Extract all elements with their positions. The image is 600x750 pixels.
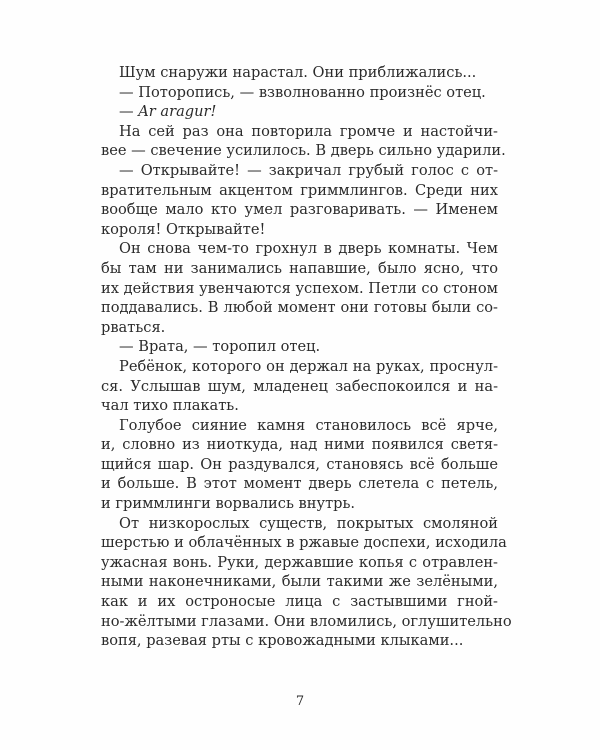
text-line: — Открывайте! — закричал грубый голос с от- bbox=[119, 161, 498, 179]
body-text bbox=[101, 63, 512, 651]
text-line: Голубое сияние камня становилось всё ярче, bbox=[119, 416, 498, 434]
text-line: вее — свечение усилилось. В дверь сильно ударили. bbox=[101, 142, 506, 160]
text-line: — Поторопись, — взволнованно произнёс отец. bbox=[119, 83, 486, 101]
text-line: ужасная вонь. Руки, державшие копья с отравлен- bbox=[101, 553, 498, 571]
text-line: Ребёнок, которого он держал на руках, проснул- bbox=[119, 357, 498, 375]
text-line: и гриммлинги ворвались внутрь. bbox=[101, 495, 356, 513]
text-line: — Врата, — торопил отец. bbox=[119, 338, 321, 356]
text-line: как и их остроносые лица с застывшими гной- bbox=[101, 593, 498, 611]
text-line: ся. Услышав шум, младенец забеспокоился и на- bbox=[101, 377, 498, 395]
text-line: От низкорослых существ, покрытых смоляной bbox=[119, 514, 498, 532]
text-line: шерстью и облачённых в ржавые доспехи, исходила bbox=[101, 534, 507, 552]
text-line: и больше. В этот момент дверь слетела с петель, bbox=[101, 475, 498, 493]
text-line: короля! Открывайте! bbox=[101, 220, 266, 238]
text-line: щийся шар. Он раздувался, становясь всё больше bbox=[101, 455, 498, 473]
text-line: рваться. bbox=[101, 318, 166, 336]
text-line: их действия увенчаются успехом. Петли со стоном bbox=[101, 279, 498, 297]
page-number: 7 bbox=[295, 694, 305, 709]
text-line: ными наконечниками, были такими же зелёными, bbox=[101, 573, 498, 591]
text-line: вопя, разевая рты с кровожадными клыками... bbox=[101, 632, 464, 650]
text-line: вообще мало кто умел разговаривать. — Именем bbox=[101, 201, 498, 219]
italic-phrase: Ar aragur! bbox=[138, 103, 217, 121]
text-line: чал тихо плакать. bbox=[101, 397, 239, 415]
text-line: поддавались. В любой момент они готовы были со- bbox=[101, 299, 498, 317]
text-line: — Ar aragur! bbox=[119, 103, 217, 121]
text-line: но-жёлтыми глазами. Они вломились, оглушительно bbox=[101, 612, 512, 630]
text-line: На сей раз она повторила громче и настойчи- bbox=[119, 122, 498, 140]
text-line: бы там ни занимались напавшие, было ясно, что bbox=[101, 259, 498, 277]
text-line: Он снова чем-то грохнул в дверь комнаты. Чем bbox=[119, 240, 498, 258]
text-line: Шум снаружи нарастал. Они приближались... bbox=[119, 64, 477, 81]
text-line: вратительным акцентом гриммлингов. Среди них bbox=[101, 181, 498, 199]
text-line: и, словно из ниоткуда, над ними появился светя- bbox=[101, 436, 498, 454]
